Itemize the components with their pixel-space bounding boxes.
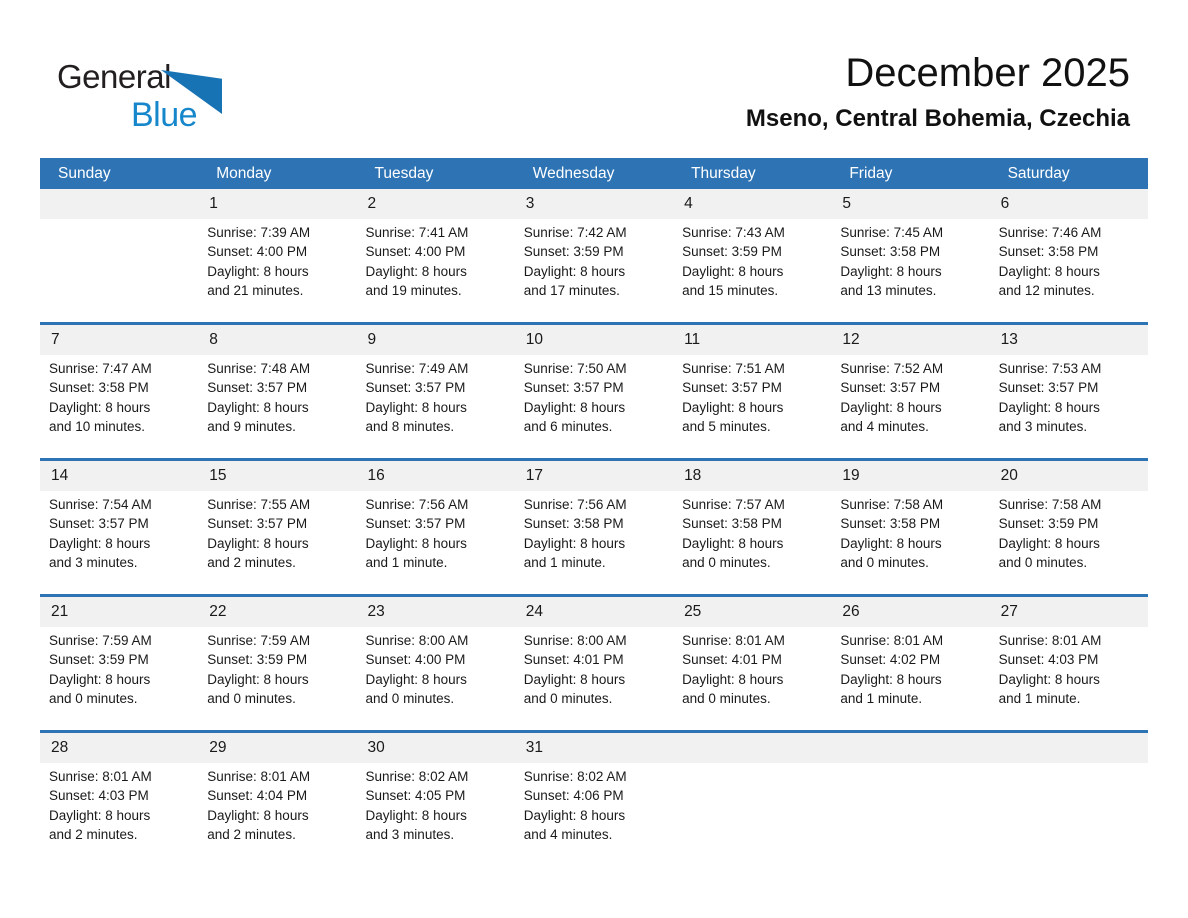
- day-cell-6: [990, 219, 1148, 322]
- day-info-line: Sunrise: 7:49 AM: [365, 361, 469, 376]
- day-info-line: Sunset: 3:57 PM: [682, 380, 782, 396]
- day-info-line: and 1 minute.: [840, 691, 923, 707]
- day-number-strip: [40, 325, 1148, 355]
- day-info-line: Sunset: 3:57 PM: [207, 516, 308, 532]
- day-info-line: and 2 minutes.: [207, 827, 296, 843]
- day-info-line: Sunrise: 7:58 AM: [998, 497, 1102, 512]
- day-cell-28: [40, 763, 198, 866]
- day-cell-8: [198, 355, 356, 458]
- day-info-line: Daylight: 8 hours: [682, 671, 784, 687]
- empty-day-cell: [831, 763, 989, 866]
- day-info-line: Daylight: 8 hours: [523, 671, 626, 687]
- day-number-23: 23: [367, 603, 385, 620]
- day-info-line: Sunset: 3:58 PM: [840, 516, 941, 532]
- day-info-line: Sunrise: 8:00 AM: [365, 633, 469, 648]
- day-info-line: and 0 minutes.: [998, 555, 1088, 571]
- day-info-line: and 2 minutes.: [49, 827, 138, 843]
- day-cell-21: [40, 627, 198, 730]
- day-cell-13: [990, 355, 1148, 458]
- day-cell-10: [515, 355, 673, 458]
- day-info-line: Sunset: 4:04 PM: [207, 788, 308, 804]
- day-info-line: and 3 minutes.: [49, 555, 138, 571]
- day-number-6: 6: [1000, 195, 1010, 212]
- day-number-strip: [40, 461, 1148, 491]
- weekday-header-row: [40, 158, 1148, 189]
- day-info-line: Sunrise: 7:59 AM: [207, 633, 311, 648]
- day-info-line: Sunset: 4:01 PM: [682, 652, 782, 668]
- calendar-table: [40, 158, 1148, 866]
- day-cell-19: [831, 491, 989, 594]
- day-info-line: and 0 minutes.: [49, 691, 138, 707]
- empty-day-number: [673, 733, 831, 763]
- day-info-line: Sunset: 3:58 PM: [998, 244, 1099, 260]
- day-cell-22: [198, 627, 356, 730]
- day-cell-16: [357, 491, 515, 594]
- day-info-line: Sunrise: 8:02 AM: [523, 769, 627, 784]
- day-info-line: Sunset: 3:58 PM: [840, 244, 941, 260]
- day-info-line: Sunset: 4:01 PM: [523, 652, 624, 668]
- day-info-line: Sunset: 3:59 PM: [49, 652, 149, 668]
- day-number-18: 18: [684, 467, 702, 484]
- day-info-line: and 4 minutes.: [523, 827, 613, 843]
- day-info-line: Sunset: 4:06 PM: [523, 788, 624, 804]
- empty-day-cell: [40, 219, 198, 322]
- day-cell-15: [198, 491, 356, 594]
- day-cell-23: [357, 627, 515, 730]
- day-info-line: and 21 minutes.: [207, 283, 304, 299]
- weekday-header-monday: Monday: [216, 164, 272, 182]
- day-info-line: Daylight: 8 hours: [523, 535, 626, 551]
- day-number-29: 29: [209, 739, 227, 756]
- day-info-line: Daylight: 8 hours: [207, 399, 309, 415]
- day-info-line: Sunrise: 8:01 AM: [207, 769, 311, 784]
- day-cell-18: [673, 491, 831, 594]
- day-info-line: Sunset: 3:57 PM: [523, 380, 624, 396]
- day-number-strip: [40, 189, 1148, 219]
- day-info-line: Daylight: 8 hours: [682, 399, 784, 415]
- day-info-line: and 1 minute.: [523, 555, 606, 571]
- day-number-2: 2: [367, 195, 377, 212]
- day-cell-31: [515, 763, 673, 866]
- day-cell-14: [40, 491, 198, 594]
- day-info-line: Sunrise: 7:56 AM: [365, 497, 469, 512]
- empty-day-cell: [673, 763, 831, 866]
- day-info-line: Sunset: 3:59 PM: [207, 652, 308, 668]
- day-info-line: Sunrise: 7:45 AM: [840, 225, 944, 240]
- day-info-line: Daylight: 8 hours: [840, 399, 942, 415]
- day-info-line: Sunrise: 7:39 AM: [207, 225, 311, 240]
- day-info-line: Sunrise: 7:48 AM: [207, 361, 311, 376]
- day-info-line: Daylight: 8 hours: [840, 535, 942, 551]
- week-row-4: [40, 594, 1148, 730]
- day-info-line: Daylight: 8 hours: [682, 263, 784, 279]
- day-info-line: Sunrise: 7:58 AM: [840, 497, 944, 512]
- day-info-line: and 9 minutes.: [207, 419, 296, 435]
- weekday-header-saturday: Saturday: [1007, 164, 1070, 182]
- day-info-line: and 19 minutes.: [365, 283, 462, 299]
- day-number-8: 8: [209, 331, 218, 348]
- day-info-line: Daylight: 8 hours: [207, 535, 309, 551]
- day-cell-12: [831, 355, 989, 458]
- day-info-line: Sunrise: 7:47 AM: [49, 361, 152, 376]
- day-info-line: Daylight: 8 hours: [523, 399, 626, 415]
- day-info-line: Daylight: 8 hours: [523, 263, 626, 279]
- day-number-15: 15: [209, 467, 227, 484]
- day-info-line: Sunset: 4:05 PM: [365, 788, 466, 804]
- day-info-line: and 0 minutes.: [682, 555, 771, 571]
- day-info-line: and 0 minutes.: [840, 555, 929, 571]
- day-info-line: Sunset: 4:03 PM: [998, 652, 1099, 668]
- day-cell-17: [515, 491, 673, 594]
- day-info-line: and 3 minutes.: [365, 827, 455, 843]
- weekday-header-friday: Friday: [849, 164, 893, 182]
- day-info-line: and 1 minute.: [365, 555, 448, 571]
- day-info-line: Sunrise: 7:42 AM: [523, 225, 627, 240]
- day-number-26: 26: [842, 603, 860, 620]
- weekday-header-wednesday: Wednesday: [532, 164, 615, 182]
- day-info-line: Sunrise: 7:50 AM: [523, 361, 627, 376]
- day-info-line: Daylight: 8 hours: [365, 807, 467, 823]
- day-number-7: 7: [51, 331, 60, 348]
- day-info-line: Daylight: 8 hours: [49, 671, 151, 687]
- day-cell-1: [198, 219, 356, 322]
- day-info-line: and 6 minutes.: [523, 419, 613, 435]
- day-cell-7: [40, 355, 198, 458]
- day-info-line: Daylight: 8 hours: [49, 535, 151, 551]
- day-cell-25: [673, 627, 831, 730]
- day-info-line: Daylight: 8 hours: [523, 807, 626, 823]
- day-cell-3: [515, 219, 673, 322]
- day-info-line: and 0 minutes.: [207, 691, 296, 707]
- day-info-line: Sunset: 4:03 PM: [49, 788, 149, 804]
- day-content-row: [40, 627, 1148, 730]
- day-info-line: Sunrise: 8:01 AM: [682, 633, 785, 648]
- day-info-line: Sunrise: 7:57 AM: [682, 497, 785, 512]
- day-info-line: Sunset: 4:02 PM: [840, 652, 941, 668]
- day-info-line: and 8 minutes.: [365, 419, 455, 435]
- day-number-27: 27: [1000, 603, 1018, 620]
- day-info-line: Daylight: 8 hours: [998, 399, 1100, 415]
- day-number-22: 22: [209, 603, 227, 620]
- day-number-16: 16: [367, 467, 385, 484]
- day-cell-4: [673, 219, 831, 322]
- day-info-line: Sunset: 3:58 PM: [49, 380, 149, 396]
- day-info-line: Sunrise: 7:55 AM: [207, 497, 311, 512]
- day-info-line: Sunset: 3:57 PM: [365, 516, 466, 532]
- logo-text-blue: Blue: [131, 96, 198, 134]
- day-number-24: 24: [525, 603, 544, 620]
- day-number-31: 31: [525, 739, 544, 756]
- day-number-3: 3: [525, 195, 535, 212]
- page-title: December 2025: [845, 51, 1130, 95]
- day-info-line: Sunset: 3:57 PM: [207, 380, 308, 396]
- day-info-line: Daylight: 8 hours: [207, 807, 309, 823]
- day-info-line: Sunset: 3:59 PM: [682, 244, 782, 260]
- day-info-line: Sunrise: 8:01 AM: [998, 633, 1102, 648]
- day-number-19: 19: [842, 467, 860, 484]
- weekday-header-tuesday: Tuesday: [374, 164, 434, 182]
- day-info-line: Daylight: 8 hours: [998, 535, 1100, 551]
- page-subtitle: Mseno, Central Bohemia, Czechia: [745, 105, 1130, 132]
- day-info-line: Daylight: 8 hours: [365, 263, 467, 279]
- day-info-line: and 3 minutes.: [998, 419, 1088, 435]
- day-cell-5: [831, 219, 989, 322]
- day-info-line: Daylight: 8 hours: [365, 671, 467, 687]
- day-cell-20: [990, 491, 1148, 594]
- empty-day-cell: [990, 763, 1148, 866]
- day-cell-26: [831, 627, 989, 730]
- day-info-line: Sunrise: 7:43 AM: [682, 225, 785, 240]
- week-row-2: [40, 322, 1148, 458]
- day-info-line: Sunrise: 7:41 AM: [365, 225, 469, 240]
- day-cell-2: [357, 219, 515, 322]
- day-info-line: Daylight: 8 hours: [365, 399, 467, 415]
- day-info-line: and 1 minute.: [998, 691, 1081, 707]
- day-info-line: and 10 minutes.: [49, 419, 146, 435]
- day-info-line: and 15 minutes.: [682, 283, 779, 299]
- day-info-line: Sunset: 3:57 PM: [840, 380, 941, 396]
- week-row-5: [40, 730, 1148, 866]
- weekday-header-sunday: Sunday: [58, 164, 111, 182]
- day-number-28: 28: [51, 739, 69, 756]
- day-info-line: Sunset: 4:00 PM: [207, 244, 308, 260]
- day-info-line: and 12 minutes.: [998, 283, 1095, 299]
- day-number-30: 30: [367, 739, 385, 756]
- day-number-9: 9: [367, 331, 377, 348]
- day-number-10: 10: [525, 331, 544, 348]
- day-info-line: Daylight: 8 hours: [207, 671, 309, 687]
- day-number-25: 25: [684, 603, 702, 620]
- day-content-row: [40, 491, 1148, 594]
- day-info-line: and 2 minutes.: [207, 555, 296, 571]
- day-number-strip: [40, 597, 1148, 627]
- day-cell-30: [357, 763, 515, 866]
- day-info-line: Sunrise: 7:51 AM: [682, 361, 785, 376]
- day-info-line: Daylight: 8 hours: [840, 263, 942, 279]
- day-number-21: 21: [51, 603, 69, 620]
- logo-text-general: General: [57, 58, 171, 95]
- day-info-line: Daylight: 8 hours: [207, 263, 309, 279]
- day-cell-27: [990, 627, 1148, 730]
- day-info-line: Sunset: 4:00 PM: [365, 652, 466, 668]
- empty-day-number: [40, 189, 198, 219]
- day-number-4: 4: [684, 195, 693, 212]
- day-content-row: [40, 763, 1148, 866]
- day-info-line: Daylight: 8 hours: [998, 671, 1100, 687]
- day-info-line: Sunrise: 7:59 AM: [49, 633, 152, 648]
- day-info-line: Daylight: 8 hours: [49, 399, 151, 415]
- day-cell-29: [198, 763, 356, 866]
- header-titles: [746, 50, 1130, 133]
- day-info-line: Sunrise: 7:46 AM: [998, 225, 1102, 240]
- day-info-line: Sunset: 3:58 PM: [682, 516, 782, 532]
- day-info-line: and 13 minutes.: [840, 283, 937, 299]
- day-number-13: 13: [1000, 331, 1018, 348]
- calendar-weeks: [40, 189, 1148, 866]
- day-info-line: and 17 minutes.: [523, 283, 620, 299]
- day-info-line: Daylight: 8 hours: [840, 671, 942, 687]
- weekday-header-thursday: Thursday: [691, 164, 756, 182]
- day-number-5: 5: [842, 195, 851, 212]
- day-content-row: [40, 355, 1148, 458]
- day-info-line: Sunset: 3:59 PM: [998, 516, 1099, 532]
- day-info-line: Sunrise: 7:52 AM: [840, 361, 944, 376]
- day-info-line: and 0 minutes.: [523, 691, 613, 707]
- empty-day-number: [990, 733, 1148, 763]
- day-info-line: Daylight: 8 hours: [365, 535, 467, 551]
- day-cell-24: [515, 627, 673, 730]
- day-cell-11: [673, 355, 831, 458]
- day-number-20: 20: [1000, 467, 1018, 484]
- day-info-line: Daylight: 8 hours: [998, 263, 1100, 279]
- day-number-14: 14: [51, 467, 69, 484]
- day-info-line: Sunrise: 8:01 AM: [49, 769, 152, 784]
- day-cell-9: [357, 355, 515, 458]
- day-info-line: Sunrise: 7:54 AM: [49, 497, 152, 512]
- day-info-line: Sunset: 3:57 PM: [365, 380, 466, 396]
- day-info-line: Sunset: 3:57 PM: [49, 516, 149, 532]
- day-number-strip: [40, 733, 1148, 763]
- day-info-line: Sunrise: 7:56 AM: [523, 497, 627, 512]
- day-info-line: and 0 minutes.: [682, 691, 771, 707]
- day-info-line: Sunrise: 7:53 AM: [998, 361, 1102, 376]
- week-row-1: [40, 189, 1148, 322]
- day-info-line: Sunset: 3:57 PM: [998, 380, 1099, 396]
- day-info-line: and 4 minutes.: [840, 419, 929, 435]
- day-info-line: Sunset: 4:00 PM: [365, 244, 466, 260]
- day-number-12: 12: [842, 331, 860, 348]
- day-number-11: 11: [684, 331, 701, 348]
- day-info-line: Daylight: 8 hours: [49, 807, 151, 823]
- general-blue-logo: [57, 58, 317, 158]
- day-info-line: Sunset: 3:58 PM: [523, 516, 624, 532]
- day-info-line: Daylight: 8 hours: [682, 535, 784, 551]
- day-number-17: 17: [525, 467, 544, 484]
- day-info-line: and 0 minutes.: [365, 691, 455, 707]
- empty-day-number: [831, 733, 989, 763]
- day-info-line: Sunset: 3:59 PM: [523, 244, 624, 260]
- day-info-line: and 5 minutes.: [682, 419, 771, 435]
- day-content-row: [40, 219, 1148, 322]
- day-number-1: 1: [209, 195, 218, 212]
- day-info-line: Sunrise: 8:00 AM: [523, 633, 627, 648]
- week-row-3: [40, 458, 1148, 594]
- day-info-line: Sunrise: 8:02 AM: [365, 769, 469, 784]
- day-info-line: Sunrise: 8:01 AM: [840, 633, 944, 648]
